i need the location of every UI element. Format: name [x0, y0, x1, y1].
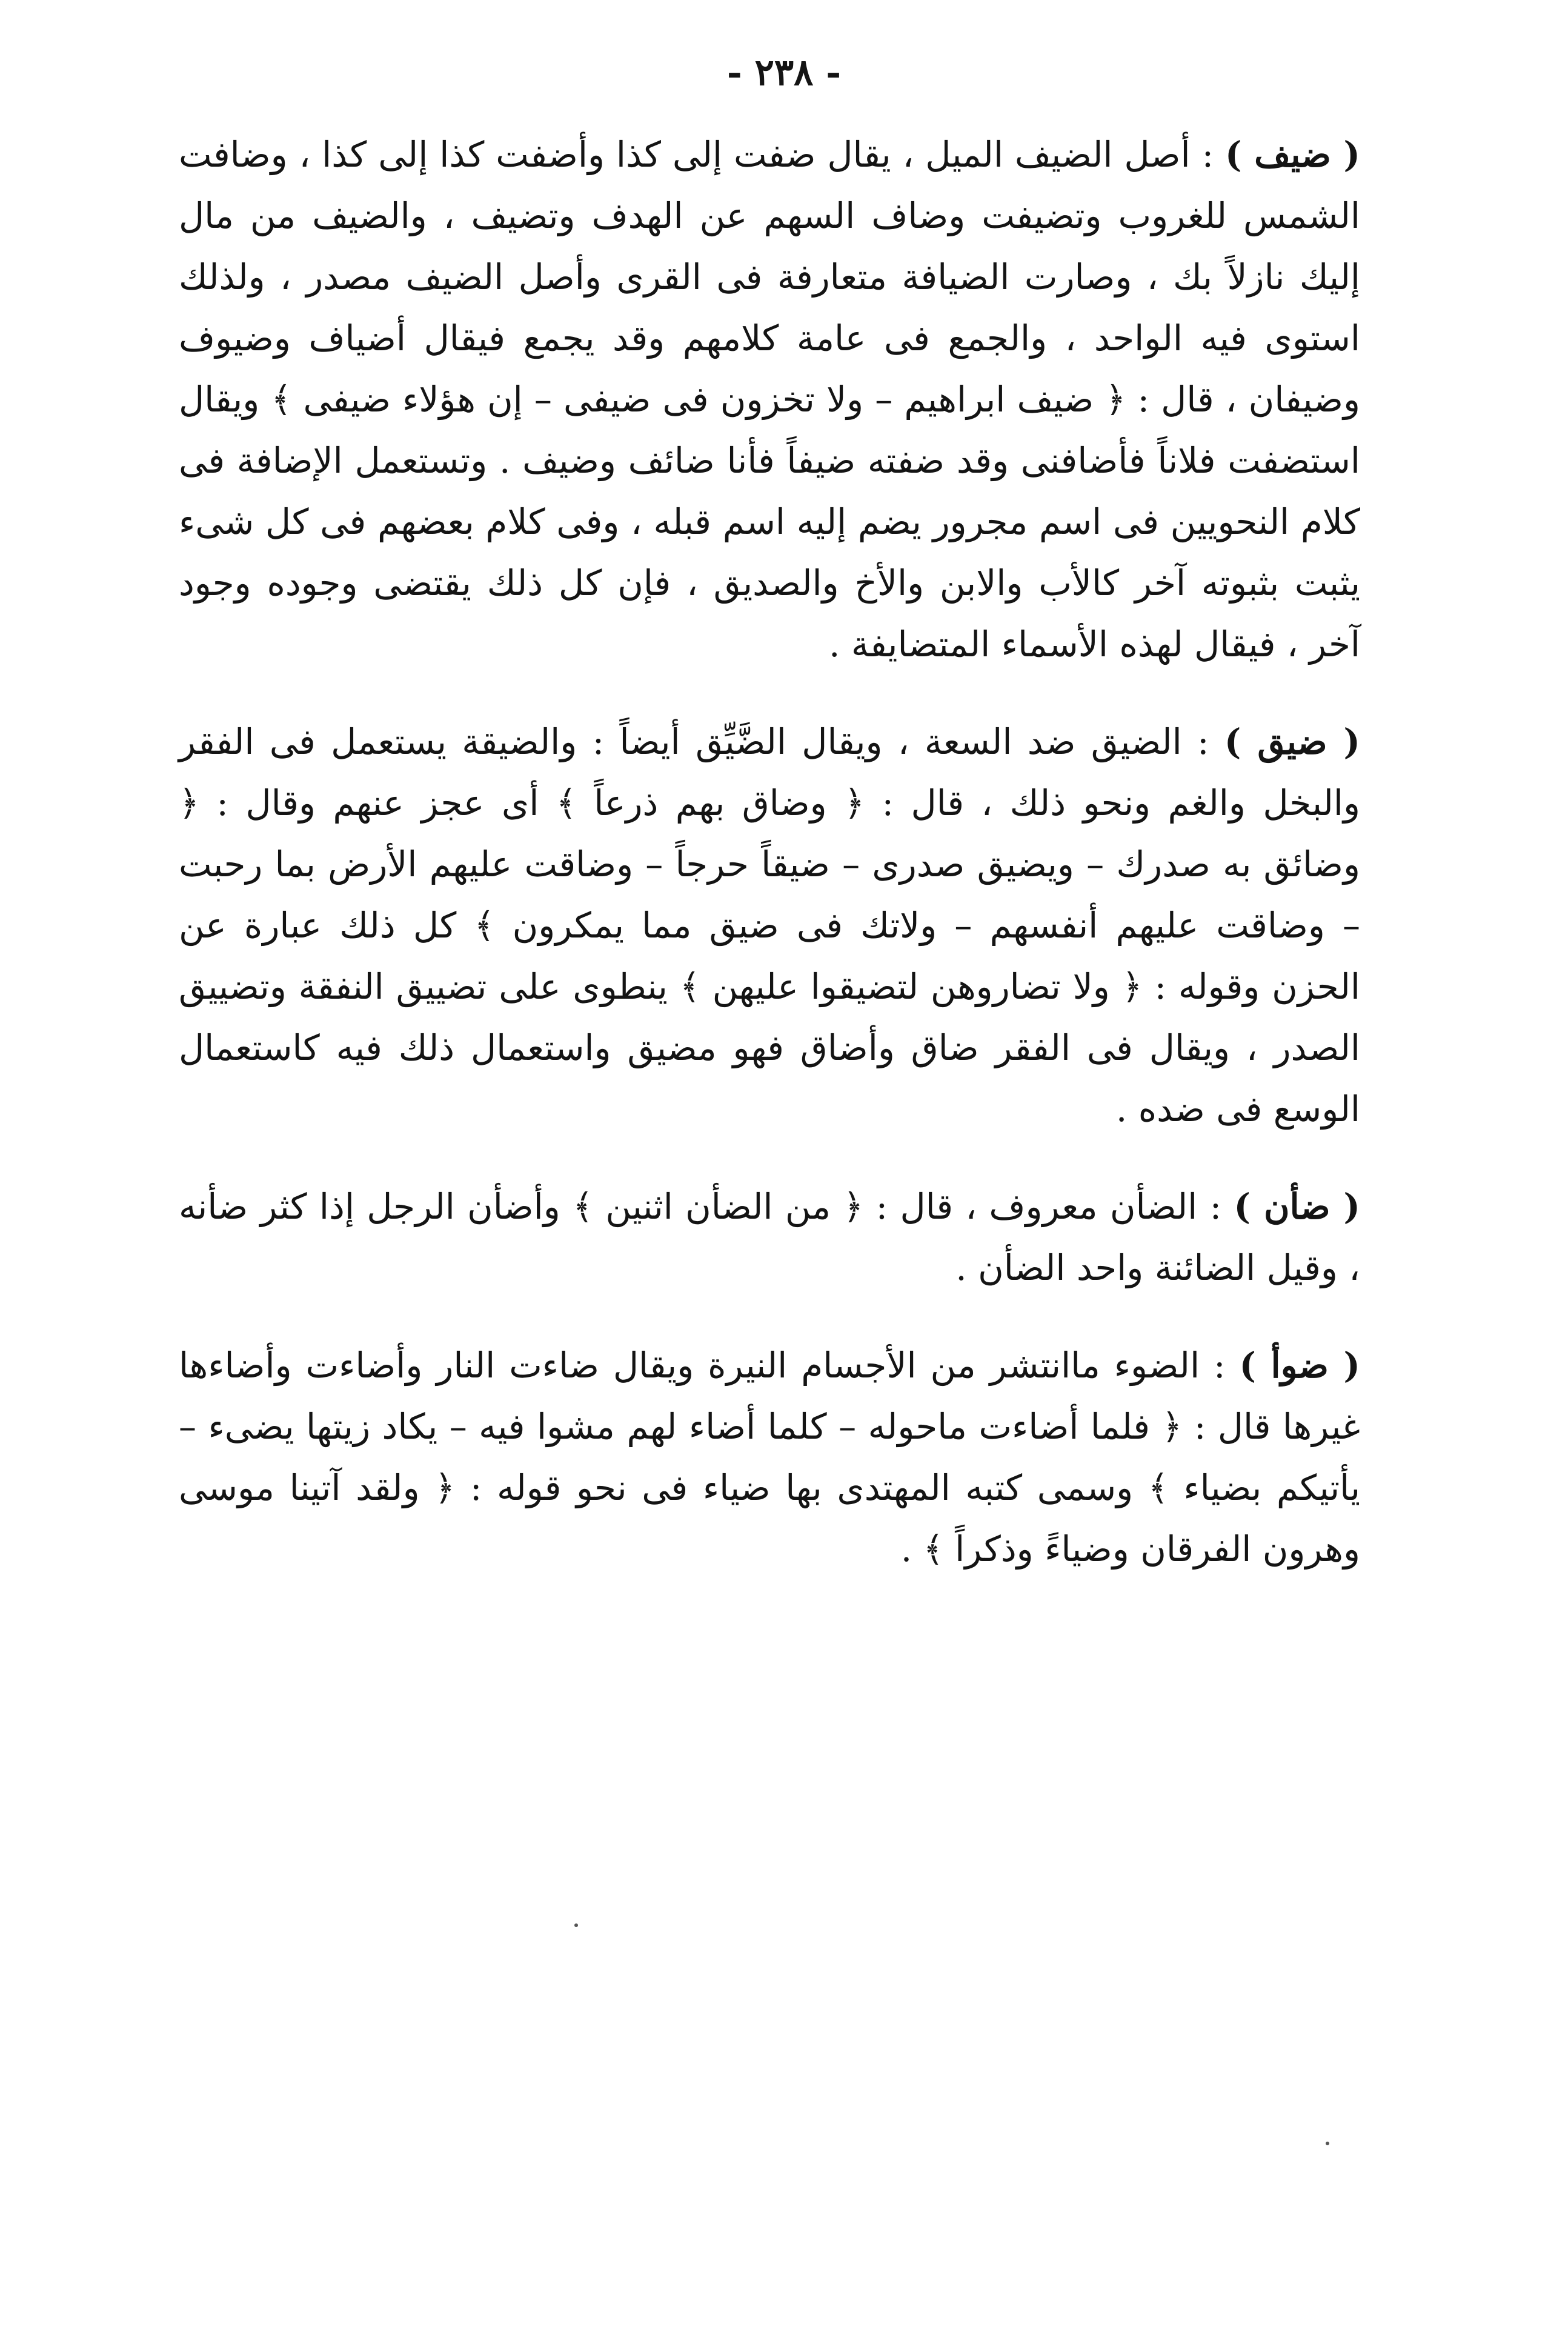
dictionary-entry	[179, 124, 1360, 675]
entry-headword: ( ضيف )	[1225, 134, 1361, 175]
dictionary-entry	[179, 1176, 1360, 1299]
scan-speck	[1326, 2142, 1329, 2145]
entry-headword: ( ضأن )	[1234, 1186, 1360, 1227]
entry-headword: ( ضيق )	[1224, 721, 1360, 762]
page-text	[179, 124, 1360, 1580]
entry-body: : أصل الضيف الميل ، يقال ضفت إلى كذا وأضفت كذا إلى كذا ، وضافت الشمس للغروب وتضيفت وضاف السهم عن الهدف وتضيف ، والضيف من مال إليك نازلاً بك ، وصارت الضيافة متعارفة فى القرى وأصل الضيف مصدر ، ولذلك استوى فيه الواحد ، والجمع فى عامة كلامهم وقد يجمع فيقال أضياف وضيوف وضيفان ، قال : ﴿ ضيف ابراهيم – ولا تخزون فى ضيفى – إن هؤلاء ضيفى ﴾ ويقال استضفت فلاناً فأضافنى وقد ضفته ضيفاً فأنا ضائف وضيف . وتستعمل الإضافة فى كلام النحويين فى اسم مجرور يضم إليه اسم قبله ، وفى كلام بعضهم فى كل شىء يثبت بثبوته آخر كالأب والابن والأخ والصديق ، فإن كل ذلك يقتضى وجوده وجود آخر ، فيقال لهذه الأسماء المتضايفة .	[179, 134, 1360, 665]
entry-body: : الضأن معروف ، قال : ﴿ من الضأن اثنين ﴾ وأضأن الرجل إذا كثر ضأنه ، وقيل الضائنة واحد الضأن .	[179, 1186, 1360, 1288]
page-number: - ٢٣٨ -	[726, 52, 842, 94]
dictionary-entry	[179, 711, 1360, 1140]
entry-body: : الضيق ضد السعة ، ويقال الضَّيِّق أيضاً : والضيقة يستعمل فى الفقر والبخل والغم ونحو ذلك ، قال : ﴿ وضاق بهم ذرعاً ﴾ أى عجز عنهم وقال : ﴿ وضائق به صدرك – ويضيق صدرى – ضيقاً حرجاً – وضاقت عليهم الأرض بما رحبت – وضاقت عليهم أنفسهم – ولاتك فى ضيق مما يمكرون ﴾ كل ذلك عبارة عن الحزن وقوله : ﴿ ولا تضاروهن لتضيقوا عليهن ﴾ ينطوى على تضييق النفقة وتضييق الصدر ، ويقال فى الفقر ضاق وأضاق فهو مضيق واستعمال ذلك فيه كاستعمال الوسع فى ضده .	[179, 721, 1360, 1130]
entry-body: : الضوء ماانتشر من الأجسام النيرة ويقال ضاءت النار وأضاءت وأضاءها غيرها قال : ﴿ فلما أضاءت ماحوله – كلما أضاء لهم مشوا فيه – يكاد زيتها يضىء – يأتيكم بضياء ﴾ وسمى كتبه المهتدى بها ضياء فى نحو قوله : ﴿ ولقد آتينا موسى وهرون الفرقان وضياءً وذكراً ﴾ .	[179, 1345, 1360, 1570]
entry-headword: ( ضوأ )	[1239, 1345, 1360, 1386]
scan-speck	[574, 1923, 578, 1927]
dictionary-entry	[179, 1335, 1360, 1580]
